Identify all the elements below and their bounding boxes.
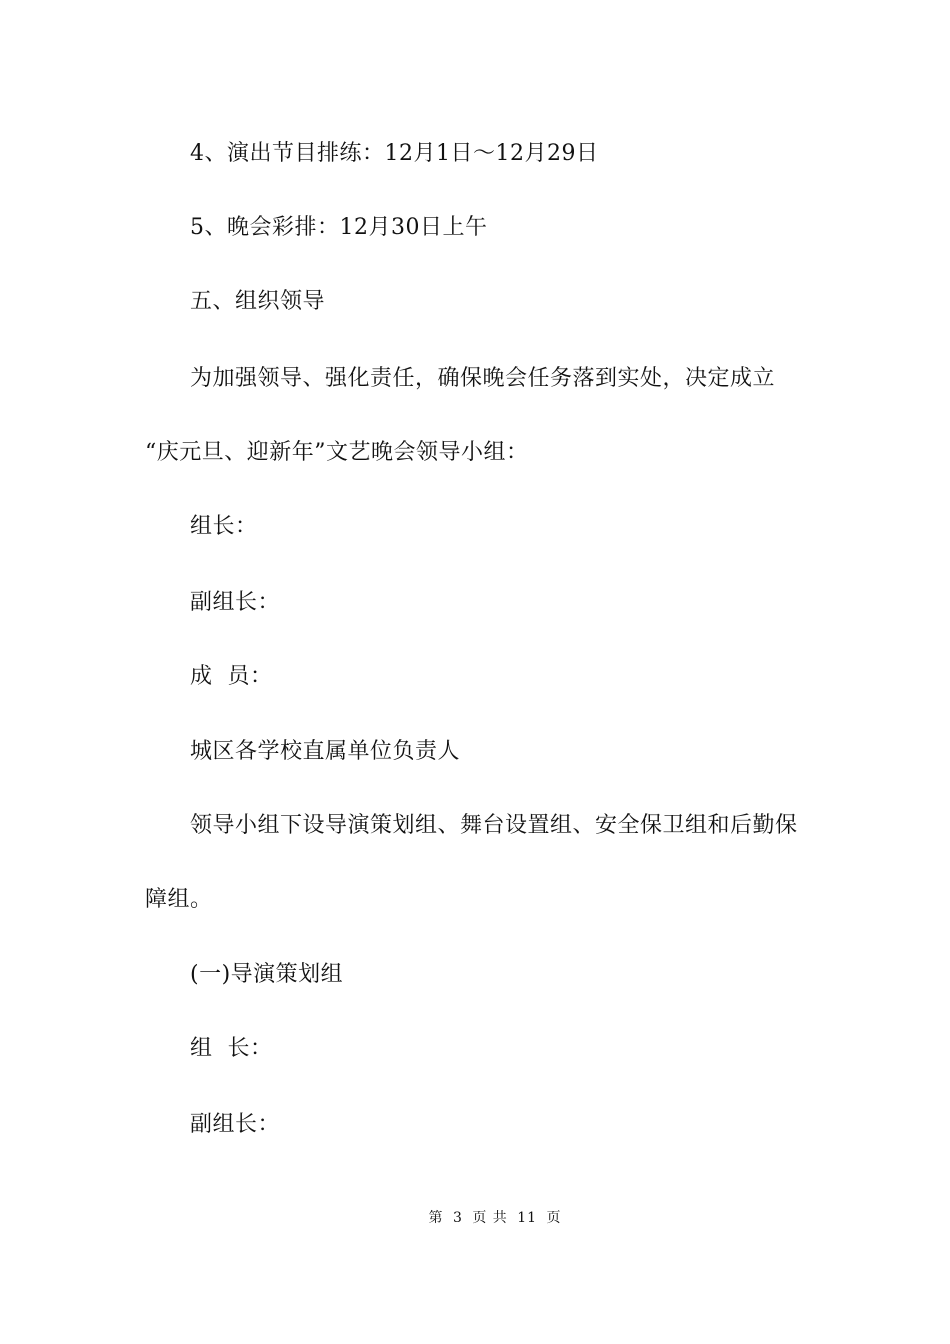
footer-current-page: 3: [452, 1210, 463, 1226]
paragraph-line-1: 为加强领导、强化责任，确保晚会任务落到实处，决定成立: [190, 366, 776, 391]
text-line-rehearsal: 4、演出节目排练：12月1日～12月29日: [190, 141, 599, 166]
text-line-group-deputy-leader: 副组长：: [190, 1112, 281, 1137]
text-line-dress-rehearsal: 5、晚会彩排：12月30日上午: [190, 215, 488, 240]
page-footer: [0, 1209, 950, 1227]
paragraph2-line-1: 领导小组下设导演策划组、舞台设置组、安全保卫组和后勤保: [190, 813, 798, 838]
paragraph2-line-2: 障组。: [145, 887, 213, 912]
paragraph-line-2: “庆元旦、迎新年”文艺晚会领导小组：: [145, 440, 529, 465]
text-line-leader: 组长：: [190, 514, 258, 539]
footer-middle: 页 共: [472, 1210, 508, 1226]
footer-prefix: 第: [428, 1210, 444, 1226]
section-heading-organization: 五、组织领导: [190, 289, 326, 314]
subsection-heading-director-group: (一)导演策划组: [190, 962, 344, 987]
text-line-deputy-leader: 副组长：: [190, 590, 281, 615]
footer-total-pages: 11: [517, 1210, 538, 1226]
text-line-group-leader: 组 长：: [190, 1036, 273, 1061]
text-line-members: 成 员：: [190, 664, 273, 689]
footer-suffix: 页: [546, 1210, 562, 1226]
text-line-unit-heads: 城区各学校直属单位负责人: [190, 739, 461, 764]
